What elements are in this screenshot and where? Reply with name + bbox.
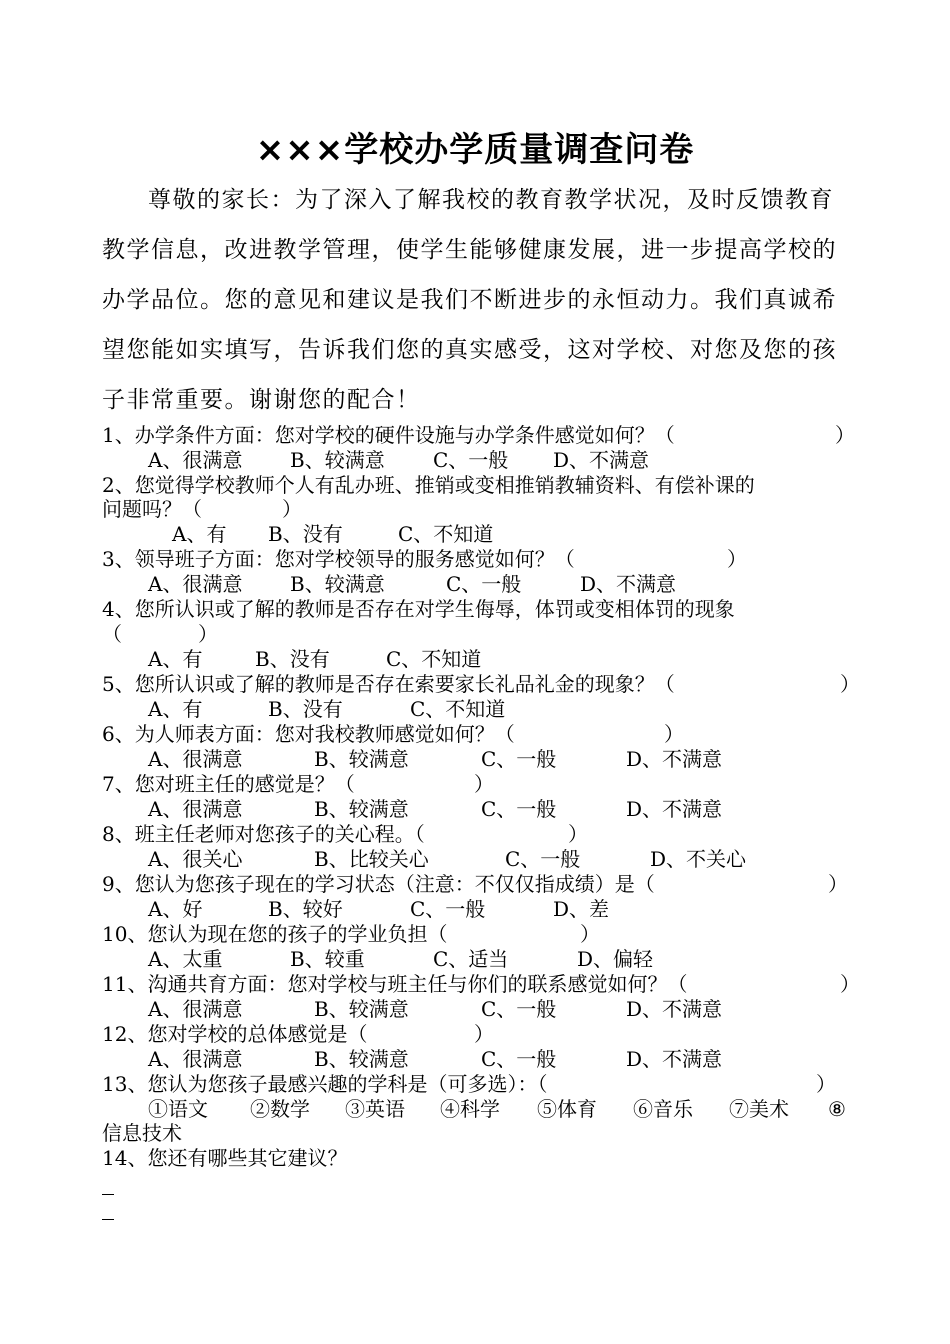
answer-blank-close[interactable]: ） bbox=[727, 547, 747, 571]
q7-option-d[interactable]: D、不满意 bbox=[626, 797, 723, 821]
q13-option-8-label[interactable]: 信息技术 bbox=[102, 1121, 182, 1145]
question-4-cont: （ ） bbox=[102, 622, 218, 646]
answer-blank-close[interactable]: ） bbox=[840, 972, 860, 996]
q2-option-a[interactable]: A、有 bbox=[172, 522, 227, 546]
answer-blank-close[interactable]: ） bbox=[474, 1022, 494, 1046]
q8-option-b[interactable]: B、比较关心 bbox=[314, 847, 429, 871]
q10-option-a[interactable]: A、太重 bbox=[148, 947, 223, 971]
q11-option-d[interactable]: D、不满意 bbox=[626, 997, 723, 1021]
question-2: 2、您觉得学校教师个人有乱办班、推销或变相推销教辅资料、有偿补课的 bbox=[102, 473, 755, 497]
answer-blank-close[interactable]: ） bbox=[474, 772, 494, 796]
q1-option-d[interactable]: D、不满意 bbox=[553, 448, 650, 472]
q4-option-a[interactable]: A、有 bbox=[148, 647, 203, 671]
q4-option-b[interactable]: B、没有 bbox=[255, 647, 330, 671]
q2-option-b[interactable]: B、没有 bbox=[268, 522, 343, 546]
q8-option-c[interactable]: C、一般 bbox=[505, 847, 581, 871]
q12-option-b[interactable]: B、较满意 bbox=[314, 1047, 409, 1071]
q13-option-4[interactable]: ④科学 bbox=[440, 1097, 500, 1121]
intro-line: 望您能如实填写，告诉我们您的真实感受，这对学校、对您及您的孩 bbox=[102, 337, 837, 363]
question-7: 7、您对班主任的感觉是？（ ） bbox=[102, 772, 494, 796]
question-1: 1、办学条件方面：您对学校的硬件设施与办学条件感觉如何？（ ） bbox=[102, 423, 855, 447]
q11-option-c[interactable]: C、一般 bbox=[481, 997, 557, 1021]
q13-option-8-marker[interactable]: ⑧ bbox=[828, 1097, 846, 1121]
q6-option-b[interactable]: B、较满意 bbox=[314, 747, 409, 771]
q12-option-d[interactable]: D、不满意 bbox=[626, 1047, 723, 1071]
q1-option-a[interactable]: A、很满意 bbox=[148, 448, 243, 472]
q3-option-c[interactable]: C、一般 bbox=[446, 572, 522, 596]
q10-option-b[interactable]: B、较重 bbox=[290, 947, 365, 971]
q5-option-b[interactable]: B、没有 bbox=[268, 697, 343, 721]
q1-option-b[interactable]: B、较满意 bbox=[290, 448, 385, 472]
question-13: 13、您认为您孩子最感兴趣的学科是（可多选）：（ ） bbox=[102, 1072, 836, 1096]
q12-option-a[interactable]: A、很满意 bbox=[148, 1047, 243, 1071]
q13-option-3[interactable]: ③英语 bbox=[345, 1097, 405, 1121]
q6-option-c[interactable]: C、一般 bbox=[481, 747, 557, 771]
answer-blank-close[interactable]: ） bbox=[580, 922, 600, 946]
q13-option-7[interactable]: ⑦美术 bbox=[729, 1097, 789, 1121]
q7-option-a[interactable]: A、很满意 bbox=[148, 797, 243, 821]
q6-option-d[interactable]: D、不满意 bbox=[626, 747, 723, 771]
question-12: 12、您对学校的总体感觉是（ ） bbox=[102, 1022, 494, 1046]
intro-line: 办学品位。您的意见和建议是我们不断进步的永恒动力。我们真诚希 bbox=[102, 287, 837, 313]
q3-option-d[interactable]: D、不满意 bbox=[580, 572, 677, 596]
q12-option-c[interactable]: C、一般 bbox=[481, 1047, 557, 1071]
answer-line[interactable] bbox=[102, 1194, 114, 1195]
answer-blank-close[interactable]: ） bbox=[282, 497, 302, 521]
question-6: 6、为人师表方面：您对我校教师感觉如何？（ ） bbox=[102, 722, 684, 746]
page-title: ×××学校办学质量调查问卷 bbox=[255, 130, 695, 170]
q9-option-d[interactable]: D、差 bbox=[553, 897, 610, 921]
q13-option-1[interactable]: ①语文 bbox=[148, 1097, 208, 1121]
question-11: 11、沟通共育方面：您对学校与班主任与你们的联系感觉如何？（ ） bbox=[102, 972, 860, 996]
q3-option-a[interactable]: A、很满意 bbox=[148, 572, 243, 596]
q13-option-2[interactable]: ②数学 bbox=[250, 1097, 310, 1121]
q6-option-a[interactable]: A、很满意 bbox=[148, 747, 243, 771]
intro-line: 尊敬的家长：为了深入了解我校的教育教学状况，及时反馈教育 bbox=[148, 187, 834, 213]
q9-option-c[interactable]: C、一般 bbox=[410, 897, 486, 921]
q7-option-b[interactable]: B、较满意 bbox=[314, 797, 409, 821]
q9-option-a[interactable]: A、好 bbox=[148, 897, 203, 921]
intro-line: 教学信息，改进教学管理，使学生能够健康发展，进一步提高学校的 bbox=[102, 237, 837, 263]
q11-option-b[interactable]: B、较满意 bbox=[314, 997, 409, 1021]
q2-option-c[interactable]: C、不知道 bbox=[398, 522, 494, 546]
q10-option-d[interactable]: D、偏轻 bbox=[577, 947, 654, 971]
question-5: 5、您所认识或了解的教师是否存在索要家长礼品礼金的现象？（ ） bbox=[102, 672, 860, 696]
q5-option-c[interactable]: C、不知道 bbox=[410, 697, 506, 721]
q11-option-a[interactable]: A、很满意 bbox=[148, 997, 243, 1021]
q5-option-a[interactable]: A、有 bbox=[148, 697, 203, 721]
question-3: 3、领导班子方面：您对学校领导的服务感觉如何？（ ） bbox=[102, 547, 747, 571]
answer-blank-close[interactable]: ） bbox=[828, 872, 848, 896]
q4-option-c[interactable]: C、不知道 bbox=[386, 647, 482, 671]
question-2-cont: 问题吗？（ ） bbox=[102, 497, 302, 521]
question-14: 14、您还有哪些其它建议？ bbox=[102, 1146, 348, 1170]
q7-option-c[interactable]: C、一般 bbox=[481, 797, 557, 821]
q8-option-d[interactable]: D、不关心 bbox=[650, 847, 747, 871]
answer-blank-close[interactable]: ） bbox=[816, 1072, 836, 1096]
q8-option-a[interactable]: A、很关心 bbox=[148, 847, 243, 871]
q3-option-b[interactable]: B、较满意 bbox=[290, 572, 385, 596]
answer-line[interactable] bbox=[102, 1219, 114, 1220]
q13-option-5[interactable]: ⑤体育 bbox=[537, 1097, 597, 1121]
question-4: 4、您所认识或了解的教师是否存在对学生侮辱，体罚或变相体罚的现象 bbox=[102, 597, 735, 621]
intro-line: 子非常重要。谢谢您的配合！ bbox=[102, 387, 421, 413]
answer-blank-close[interactable]: ） bbox=[840, 672, 860, 696]
q13-option-6[interactable]: ⑥音乐 bbox=[633, 1097, 693, 1121]
q9-option-b[interactable]: B、较好 bbox=[268, 897, 343, 921]
answer-blank-close[interactable]: ） bbox=[198, 622, 218, 646]
q10-option-c[interactable]: C、适当 bbox=[433, 947, 509, 971]
answer-blank-close[interactable]: ） bbox=[664, 722, 684, 746]
answer-blank-close[interactable]: ） bbox=[835, 423, 855, 447]
question-10: 10、您认为现在您的孩子的学业负担（ ） bbox=[102, 922, 600, 946]
question-8: 8、班主任老师对您孩子的关心程。（ ） bbox=[102, 822, 588, 846]
question-9: 9、您认为您孩子现在的学习状态（注意：不仅仅指成绩）是（ ） bbox=[102, 872, 848, 896]
answer-blank-close[interactable]: ） bbox=[568, 822, 588, 846]
q1-option-c[interactable]: C、一般 bbox=[433, 448, 509, 472]
